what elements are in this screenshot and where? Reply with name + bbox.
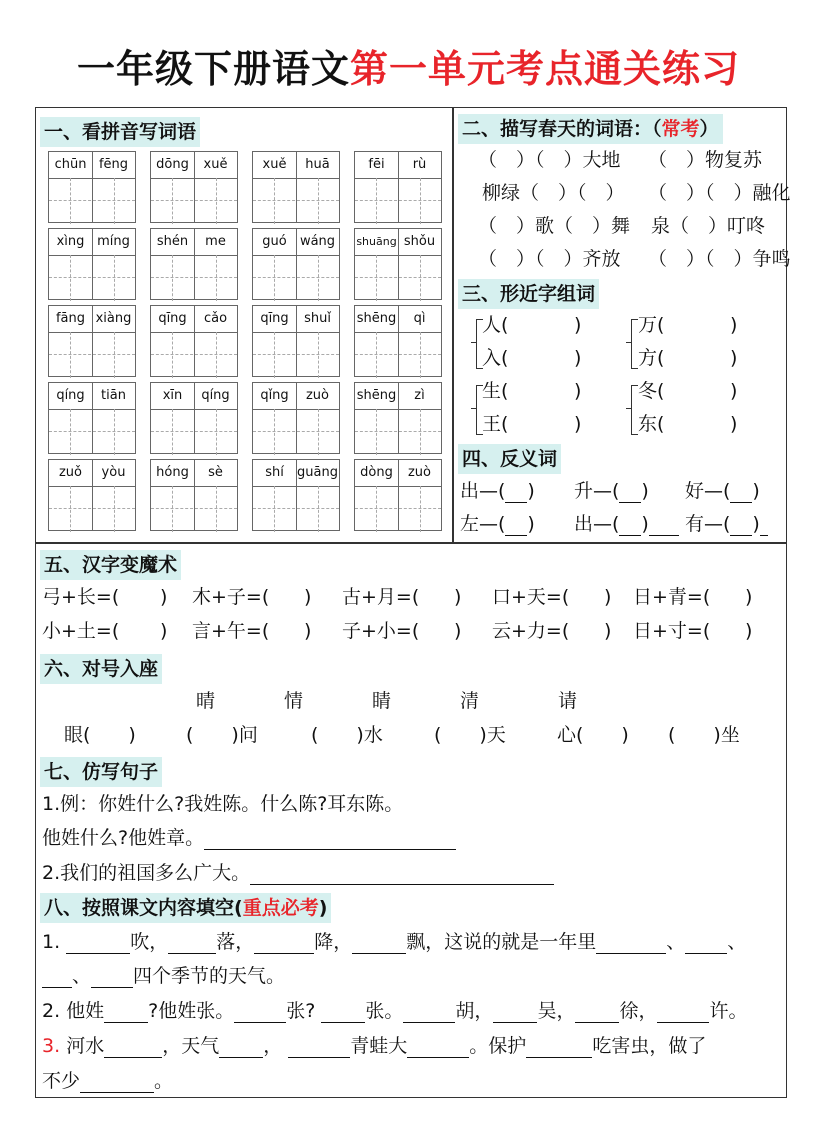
s8-text: ?他姓张。 [148,1000,235,1022]
grid-guide [92,383,93,453]
s4-item[interactable] [685,512,768,536]
grid-guide [216,409,217,455]
grid-guide [70,255,71,301]
s4-item[interactable] [574,479,649,503]
grid-guide [172,178,173,224]
pinyin-syllable: fēng [98,157,129,172]
s5-item[interactable]: 日+寸=( [633,620,711,642]
pinyin-syllable: qíng [56,388,85,403]
s8-text: 、 [72,965,92,987]
s3-close: ) [730,413,738,435]
pinyin-syllable: chūn [54,157,87,172]
grid-guide [194,152,195,222]
pinyin-cell[interactable] [354,228,442,300]
s8-line5[interactable] [42,1069,173,1093]
s7-line3[interactable] [42,861,554,885]
grid-guide [398,306,399,376]
s4-prompt: 左—( [460,513,506,535]
grid-guide [296,383,297,453]
s8-text: 许。 [709,1000,748,1022]
title-red: 第一单元考点通关练习 [350,47,741,91]
grid-guide [296,152,297,222]
s8-text: 。保护 [469,1035,527,1057]
grid-guide [355,508,441,509]
grid-guide [114,332,115,378]
pinyin-cell[interactable] [252,305,340,377]
pinyin-cell[interactable] [252,228,340,300]
s3-item[interactable]: 生( [482,380,509,402]
grid-guide [172,486,173,532]
grid-guide [216,332,217,378]
grid-guide [296,306,297,376]
s8-heading-end: ) [318,897,328,919]
grid-guide [398,460,399,530]
pinyin-syllable: cǎo [203,311,228,326]
s8-text: 1. [42,931,61,953]
grid-guide [194,306,195,376]
pinyin-syllable: sè [208,465,223,480]
s2-heading-red: 常考 [661,118,700,140]
s8-text: 2. 他姓 [42,1000,105,1022]
grid-guide [49,200,135,201]
pinyin-syllable: dòng [360,465,393,480]
s3-heading: 三、形近字组词 [458,279,599,309]
s4-prompt: 有—( [685,513,731,535]
pinyin-syllable: dōng [156,157,189,172]
s4-item[interactable] [574,512,679,536]
grid-guide [114,409,115,455]
s4-heading: 四、反义词 [458,444,561,474]
s5-close: ) [454,586,462,608]
grid-guide [420,486,421,532]
grid-guide [151,354,237,355]
grid-guide [194,460,195,530]
pinyin-syllable: shén [156,234,189,249]
pinyin-syllable: shēng [356,388,397,403]
s8-line2[interactable] [42,964,285,988]
pinyin-syllable: xuě [262,157,287,172]
s8-text: 不少 [42,1070,81,1092]
s2-item[interactable]: 泉（ ）叮咚 [651,215,766,237]
s6-item[interactable]: 心( ) [557,724,629,746]
s6-char: 晴 [196,690,216,712]
s5-close: ) [454,620,462,642]
grid-guide [70,486,71,532]
grid-guide [398,152,399,222]
grid-guide [172,409,173,455]
s8-text: 飘，这说的就是一年里 [406,931,597,953]
s4-item[interactable] [685,479,760,503]
s4-close: ) [752,513,760,535]
s5-heading: 五、汉字变魔术 [40,550,181,580]
grid-guide [92,229,93,299]
pinyin-syllable: yòu [101,465,126,480]
pinyin-syllable: míng [97,234,130,249]
pinyin-cell[interactable] [354,382,442,454]
s5-item[interactable]: 古+月=( [342,586,420,608]
pinyin-cell[interactable] [48,382,136,454]
grid-guide [216,486,217,532]
s5-close: ) [304,586,312,608]
grid-guide [318,486,319,532]
grid-guide [114,178,115,224]
s4-close: ) [527,513,535,535]
s5-close: ) [160,586,168,608]
s2-item[interactable]: （ ）（ ）大地 [478,149,621,171]
grid-guide [318,255,319,301]
pinyin-syllable: qǐng [260,388,289,403]
s8-text: 张。 [365,1000,404,1022]
s4-prompt: 升—( [574,480,620,502]
s2-item[interactable]: 柳绿（ ）（ ） [482,182,625,204]
pinyin-syllable: huā [305,157,330,172]
s2-item[interactable]: （ ）歌（ ）舞 [478,215,631,237]
s8-text: 吃害虫，做了 [592,1035,707,1057]
s8-line1[interactable] [42,930,746,954]
s8-text: 徐， [619,1000,658,1022]
s8-text: ，天气 [162,1035,220,1057]
pinyin-syllable: zuò [407,465,432,480]
s8-text: 河水 [66,1035,105,1057]
grid-guide [216,255,217,301]
grid-guide [376,486,377,532]
s8-text: 落， [216,931,255,953]
grid-guide [420,332,421,378]
pinyin-syllable: guāng [297,465,338,480]
s7-example: 1.例：你姓什么?我姓陈。什么陈?耳东陈。 [42,793,404,815]
grid-guide [253,431,339,432]
grid-guide [70,178,71,224]
pinyin-syllable: shēng [356,311,397,326]
s8-text: 胡， [455,1000,494,1022]
pinyin-cell[interactable] [48,151,136,223]
pinyin-syllable: xuě [203,157,228,172]
s8-heading-text: 八、按照课文内容填空( [44,897,243,919]
s8-text: 、 [666,931,686,953]
s6-char: 请 [558,690,578,712]
grid-guide [376,332,377,378]
grid-guide [274,178,275,224]
s5-close: ) [745,620,753,642]
pinyin-syllable: fāng [55,311,86,326]
s5-close: ) [604,586,612,608]
pinyin-syllable: xiàng [95,311,132,326]
s4-close: ) [641,480,649,502]
s3-close: ) [730,314,738,336]
grid-guide [274,409,275,455]
pinyin-cell[interactable] [150,382,238,454]
s5-item[interactable]: 日+青=( [633,586,711,608]
grid-guide [253,354,339,355]
grid-guide [70,409,71,455]
grid-guide [49,431,135,432]
grid-guide [420,255,421,301]
s2-item[interactable]: （ ）（ ）齐放 [478,248,621,270]
pinyin-syllable: qì [413,311,426,326]
pinyin-syllable: zuǒ [58,465,83,480]
pinyin-syllable: xìng [56,234,85,249]
bracket [631,319,638,369]
pinyin-cell[interactable] [48,459,136,531]
s2-item[interactable]: （ ）（ ）融化 [648,182,791,204]
s3-close: ) [574,347,582,369]
s5-close: ) [304,620,312,642]
title-black: 一年级下册语文 [76,47,350,91]
grid-guide [274,486,275,532]
grid-guide [296,229,297,299]
s3-close: ) [574,380,582,402]
s3-close: ) [730,380,738,402]
grid-guide [216,178,217,224]
pinyin-cell[interactable] [354,459,442,531]
grid-guide [253,277,339,278]
s8-heading [40,893,331,923]
grid-guide [376,255,377,301]
s8-number: 3. [42,1035,61,1057]
grid-guide [151,431,237,432]
pinyin-syllable: wáng [299,234,336,249]
grid-guide [172,332,173,378]
grid-guide [376,178,377,224]
grid-guide [318,178,319,224]
s6-item[interactable]: 眼( ) [64,724,136,746]
pinyin-cell[interactable] [252,459,340,531]
pinyin-syllable: zì [414,388,425,403]
s6-char: 情 [284,690,304,712]
grid-guide [274,255,275,301]
s6-item[interactable]: ( )水 [311,724,383,746]
pinyin-syllable: zuò [305,388,330,403]
section-divider [35,542,787,544]
grid-guide [151,508,237,509]
pinyin-syllable: guó [262,234,287,249]
grid-guide [296,460,297,530]
s5-item[interactable]: 子+小=( [342,620,420,642]
s3-item[interactable]: 人( [482,314,509,336]
s3-item[interactable]: 万( [638,314,665,336]
s7-heading: 七、仿写句子 [40,757,162,787]
pinyin-cell[interactable] [150,459,238,531]
s6-item[interactable]: ( )天 [434,724,506,746]
s2-heading-text: 二、描写春天的词语：（ [462,118,662,140]
pinyin-cell[interactable] [150,151,238,223]
s8-heading-red: 重点必考 [242,897,319,919]
pinyin-cell[interactable] [252,151,340,223]
s8-text: ， [263,1035,283,1057]
pinyin-cell[interactable] [354,151,442,223]
grid-guide [49,354,135,355]
grid-guide [114,255,115,301]
grid-guide [194,229,195,299]
grid-guide [420,178,421,224]
s8-text: 张? [286,1000,316,1022]
s2-item[interactable]: （ ）（ ）争鸣 [648,248,791,270]
grid-guide [114,486,115,532]
grid-guide [355,200,441,201]
pinyin-cell[interactable] [354,305,442,377]
s3-item[interactable]: 方( [638,347,665,369]
grid-guide [318,332,319,378]
s5-item[interactable]: 口+天=( [492,586,570,608]
grid-guide [92,460,93,530]
s6-char: 睛 [372,690,392,712]
grid-guide [398,229,399,299]
s6-item[interactable]: ( )坐 [668,724,740,746]
pinyin-syllable: tiān [101,388,126,403]
grid-guide [49,277,135,278]
s4-close: ) [527,480,535,502]
s5-item[interactable]: 弓+长=( [42,586,120,608]
s2-item[interactable]: （ ）物复苏 [648,149,763,171]
s7-prompt: 2.我们的祖国多么广大。 [42,862,251,884]
pinyin-syllable: xīn [162,388,183,403]
pinyin-syllable: qīng [158,311,187,326]
s5-item[interactable]: 言+午=( [192,620,270,642]
pinyin-syllable: shuāng [356,235,397,248]
s7-line2[interactable] [42,826,456,850]
pinyin-syllable: qīng [260,311,289,326]
grid-guide [376,409,377,455]
s4-close: ) [641,513,649,535]
s8-text: 青蛙大 [350,1035,408,1057]
s4-prompt: 出—( [460,480,506,502]
s2-heading-end: ） [699,118,719,140]
pinyin-syllable: shǒu [403,234,436,249]
pinyin-syllable: rù [412,157,427,172]
grid-guide [355,354,441,355]
s8-line3[interactable] [42,999,747,1023]
s4-item[interactable] [460,479,535,503]
s8-text: 降， [314,931,353,953]
s5-close: ) [604,620,612,642]
s3-close: ) [574,314,582,336]
s6-heading: 六、对号入座 [40,654,162,684]
s8-text: 吹， [130,931,169,953]
pinyin-cell[interactable] [48,228,136,300]
grid-guide [355,431,441,432]
s3-item[interactable]: 冬( [638,380,665,402]
s6-char: 清 [460,690,480,712]
grid-guide [355,277,441,278]
grid-guide [151,277,237,278]
grid-guide [151,200,237,201]
s3-close: ) [730,347,738,369]
pinyin-syllable: fēi [368,157,385,172]
grid-guide [49,508,135,509]
grid-guide [253,200,339,201]
pinyin-cell[interactable] [150,305,238,377]
s5-item[interactable]: 云+力=( [492,620,570,642]
pinyin-syllable: qíng [201,388,230,403]
bracket [631,385,638,435]
pinyin-cell[interactable] [252,382,340,454]
pinyin-syllable: shuǐ [304,311,331,326]
grid-guide [70,332,71,378]
grid-guide [398,383,399,453]
s3-item[interactable]: 东( [638,413,665,435]
s8-text: 四个季节的天气。 [133,965,286,987]
s3-item[interactable]: 入( [482,347,509,369]
s3-close: ) [574,413,582,435]
s8-line4[interactable] [42,1034,706,1058]
s3-item[interactable]: 王( [482,413,509,435]
grid-guide [92,306,93,376]
grid-guide [253,508,339,509]
pinyin-syllable: me [205,234,226,249]
pinyin-syllable: hóng [156,465,189,480]
page-title [0,38,817,93]
s5-item[interactable]: 木+子=( [192,586,270,608]
grid-guide [194,383,195,453]
s5-close: ) [160,620,168,642]
s1-heading: 一、看拼音写词语 [40,117,200,147]
s5-close: ) [745,586,753,608]
grid-guide [274,332,275,378]
s5-item[interactable]: 小+土=( [42,620,120,642]
pinyin-syllable: shí [265,465,284,480]
s2-heading [458,114,723,144]
grid-guide [92,152,93,222]
s6-item[interactable]: ( )问 [186,724,258,746]
s4-prompt: 出—( [574,513,620,535]
s7-prompt: 他姓什么?他姓章。 [42,827,205,849]
grid-guide [172,255,173,301]
grid-guide [318,409,319,455]
pinyin-cell[interactable] [150,228,238,300]
pinyin-cell[interactable] [48,305,136,377]
s8-text: 。 [154,1070,174,1092]
column-divider [452,107,454,543]
s8-text: 吴， [537,1000,576,1022]
s4-prompt: 好—( [685,480,731,502]
grid-guide [420,409,421,455]
s4-item[interactable] [460,512,535,536]
s8-text: 、 [727,931,747,953]
s4-close: ) [752,480,760,502]
